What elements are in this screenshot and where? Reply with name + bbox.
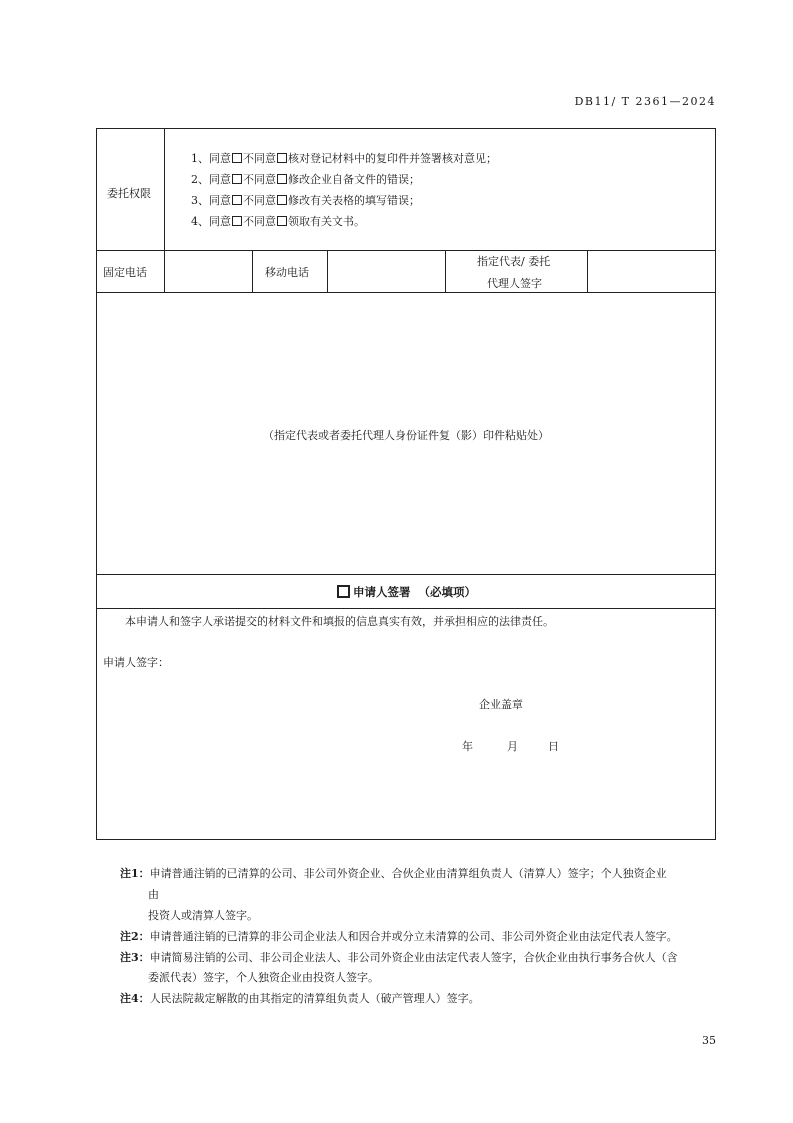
- date-day: 日: [548, 740, 559, 753]
- note-1: 注1：申请普通注销的已清算的公司、非公司外资企业、合伙企业由清算组负责人（清算人）签字；个人独资企业: [120, 867, 667, 880]
- row-divider: [97, 574, 715, 575]
- note-1-cont: 投资人或清算人签字。: [148, 909, 258, 922]
- note-1-cont: 由: [148, 888, 159, 901]
- col-divider: [164, 129, 165, 292]
- col-divider: [445, 250, 446, 292]
- row-divider: [97, 292, 715, 293]
- authorization-item: 2、同意 不同意 修改企业自备文件的错误；: [191, 173, 420, 186]
- fixed-phone-label: 固定电话: [103, 266, 147, 279]
- authorization-label: 委托权限: [107, 187, 151, 200]
- date-year: 年: [462, 740, 473, 753]
- row-divider: [97, 608, 715, 609]
- rep-sign-label-line2: 代理人签字: [487, 277, 542, 290]
- col-divider: [327, 250, 328, 292]
- rep-sign-label-line1: 指定代表/ 委托: [477, 255, 551, 268]
- authorization-item: 1、同意 不同意 核对登记材料中的复印件并签署核对意见；: [191, 152, 497, 165]
- disagree-checkbox[interactable]: [277, 216, 287, 226]
- row-divider: [97, 250, 715, 251]
- mobile-phone-label: 移动电话: [265, 266, 309, 279]
- disagree-checkbox[interactable]: [277, 195, 287, 205]
- col-divider: [252, 250, 253, 292]
- company-seal-label: 企业盖章: [479, 698, 523, 711]
- id-copy-caption: （指定代表或者委托代理人身份证件复（影）印件粘贴处）: [263, 429, 549, 442]
- authorization-item: 4、同意 不同意 领取有关文书。: [191, 215, 365, 228]
- page-number: 35: [702, 1034, 716, 1047]
- note-2: 注2：申请普通注销的已清算的非公司企业法人和因合并或分立未清算的公司、非公司外资企业由法定代表人签字。: [120, 930, 678, 943]
- form-table: [96, 128, 716, 840]
- applicant-checkbox[interactable]: [337, 585, 350, 598]
- required-note: （必填项）: [418, 585, 476, 599]
- applicant-signature-label: 申请人签字：: [103, 656, 169, 669]
- col-divider: [587, 250, 588, 292]
- disagree-checkbox[interactable]: [277, 174, 287, 184]
- note-3-cont: 委派代表）签字，个人独资企业由投资人签字。: [148, 971, 379, 984]
- date-line: [462, 738, 559, 754]
- agree-checkbox[interactable]: [232, 153, 242, 163]
- note-4: 注4：人民法院裁定解散的由其指定的清算组负责人（破产管理人）签字。: [120, 992, 480, 1005]
- note-3: 注3：申请简易注销的公司、非公司企业法人、非公司外资企业由法定代表人签字，合伙企业由执行事务合伙人（含: [120, 951, 678, 964]
- disagree-checkbox[interactable]: [277, 153, 287, 163]
- standard-code: DB11/ T 2361—2024: [574, 95, 716, 108]
- agree-checkbox[interactable]: [232, 195, 242, 205]
- agree-checkbox[interactable]: [232, 174, 242, 184]
- authorization-item: 3、同意 不同意 修改有关表格的填写错误；: [191, 194, 420, 207]
- applicant-heading: 申请人签署 （必填项）: [97, 584, 715, 600]
- pledge-text: 本申请人和签字人承诺提交的材料文件和填报的信息真实有效，并承担相应的法律责任。: [125, 615, 554, 628]
- agree-checkbox[interactable]: [232, 216, 242, 226]
- date-month: 月: [507, 740, 518, 753]
